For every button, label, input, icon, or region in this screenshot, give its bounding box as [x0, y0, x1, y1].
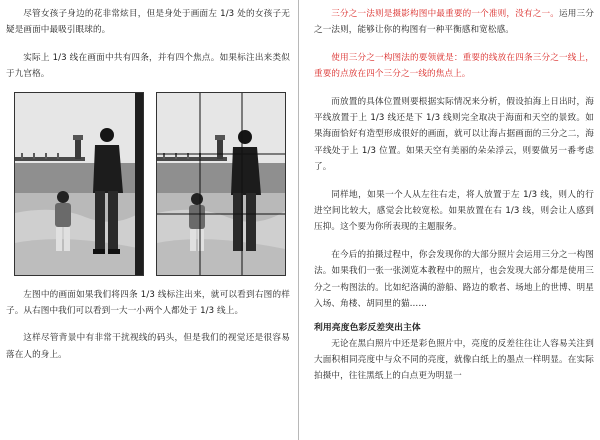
rule-highlight: 三分之一法则是摄影构图中最重要的一个准则，没有之一。	[331, 9, 560, 19]
beach-photo-original	[14, 92, 144, 276]
paragraph: 尽管女孩子身边的花非常炫目，但是身处于画面左 1/3 处的女孩子无疑是画面中最吸引眼球的。	[6, 9, 290, 36]
key-point-paragraph: 使用三分之一构图法的要领就是：重要的线放在四条三分之一线上，重要的点放在四个三分之一线的焦点上。	[314, 52, 594, 80]
photo-pair	[6, 92, 290, 276]
page-gutter	[298, 0, 299, 440]
section-heading: 利用亮度色彩反差突出主体	[314, 322, 421, 333]
paragraph: 左图中的画面如果我们将四条 1/3 线标注出来，就可以看到右图的样子。从右图中我们可以看到一大一小两个人都处于 1/3 线上。	[6, 289, 290, 317]
paragraph: 同样地，如果一个人从左往右走，将人放置于左 1/3 线，则人的行进空间比较大，感觉会比较宽松。如果放置在右 1/3 线，则会让人感到压抑。这个要为你所表现的主题服务。	[314, 189, 594, 233]
paragraph: 而放置的具体位置则要根据实际情况来分析，假设拍海上日出时，海平线放置于上 1/3 线还是下 1/3 线则完全取决于海面和天空的景致。如果海面恰好有造型形成很好的画面，就可以让海占据画面的三分之二，海平线处于上 1/3 位置。如果天空有美丽的朵朵浮云，则要做另一番考虑了。	[314, 96, 594, 173]
paragraph: 在今后的拍摄过程中，你会发现你的大部分照片会运用三分之一构图法。如果我们一张一张浏览本教程中的照片，也会发现大部分都是使用三分之一构图法的。比如纪洛满的游船、路边的歌者、场地上的世博、明星入场、角楼、胡同里的猫……	[314, 249, 594, 310]
right-page	[314, 6, 594, 385]
paragraph: 这样尽管背景中有非常干扰视线的码头，但是我们的视觉还是很容易落在人的身上。	[6, 333, 290, 360]
rule-paragraph	[314, 6, 594, 39]
rule-continuation: 运用三分之一法则，能够让你的构图有一种平衡感和宽松感。	[314, 9, 594, 36]
left-page	[6, 6, 290, 363]
paragraph: 无论在黑白照片中还是彩色照片中，亮度的反差往往让人容易关注到大面积相同亮度中与众不同的亮度，就像白纸上的墨点一样明显。在实际拍摄中，往往黑纸上的白点更为明显一	[314, 338, 594, 382]
beach-photo-thirds-grid	[156, 92, 286, 276]
paragraph: 实际上 1/3 线在画面中共有四条，并有四个焦点。如果标注出来类似于九宫格。	[6, 52, 290, 80]
